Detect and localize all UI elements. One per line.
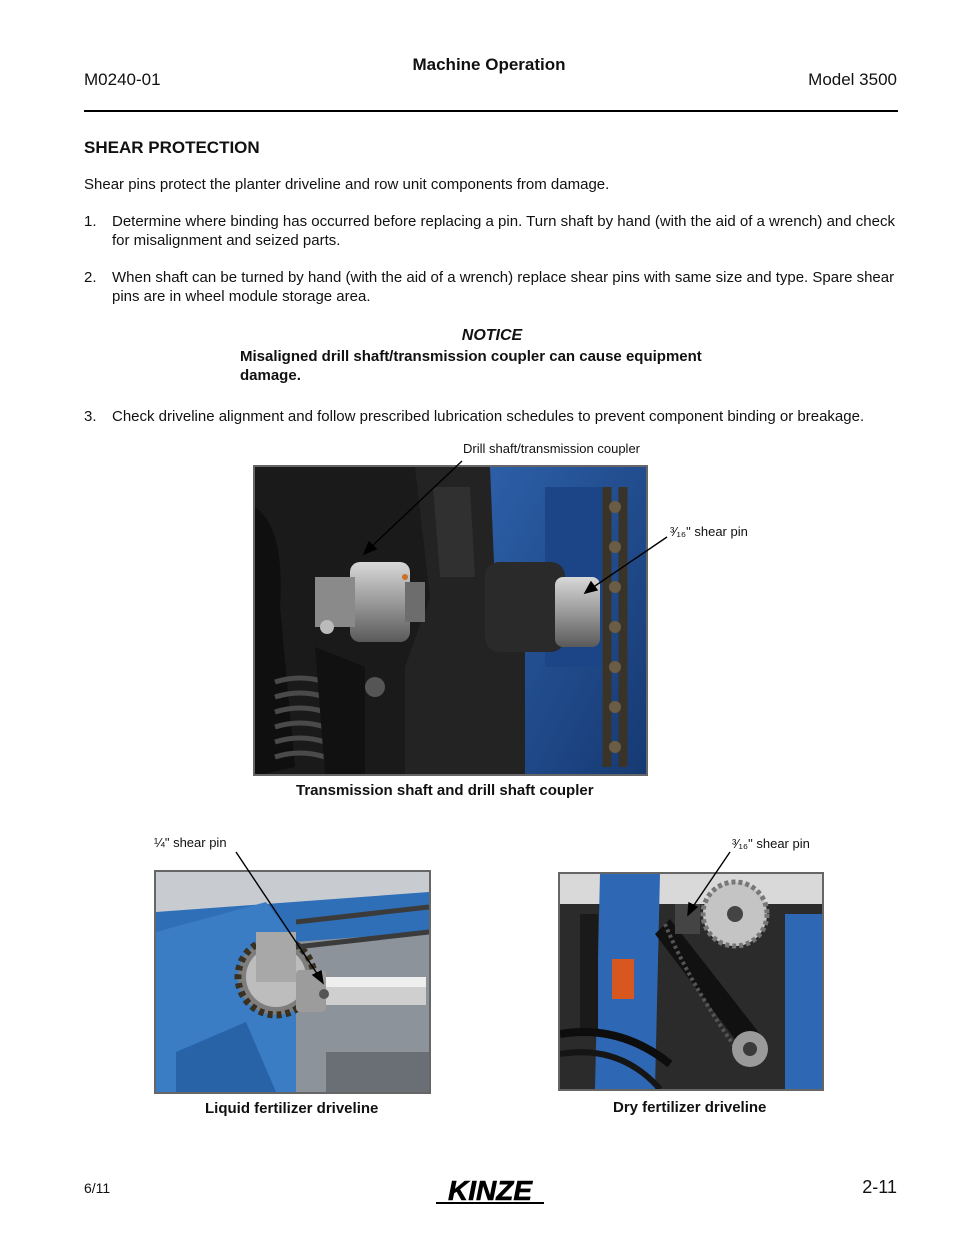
step-2 [84, 268, 898, 308]
callout-shear-pin-top: ³⁄₁₆" shear pin [670, 524, 748, 539]
step-number: 3. [84, 408, 97, 425]
caption-liquid-fertilizer: Liquid fertilizer driveline [205, 1100, 379, 1117]
logo-text: KINZE [448, 1175, 532, 1206]
notice-title: NOTICE [461, 327, 523, 344]
liquid-fertilizer-photo [154, 870, 431, 1094]
step-3 [84, 407, 898, 427]
header-rule [84, 110, 898, 112]
transmission-coupler-photo [253, 465, 648, 776]
step-number: 2. [84, 269, 97, 286]
page-number: 2-11 [862, 1177, 897, 1197]
notice-text: Misaligned drill shaft/transmission coupler can cause equipment damage. [240, 348, 702, 384]
callout-shear-pin-dry: ³⁄₁₆" shear pin [732, 836, 810, 851]
step-text: Determine where binding has occurred before replacing a pin. Turn shaft by hand (with the aid of a wrench) and check for misalignment and seized parts. [112, 213, 895, 249]
model-name: Model 3500 [808, 70, 897, 89]
kinze-logo [430, 1172, 550, 1213]
document-number: M0240-01 [84, 70, 161, 89]
callout-quarter-shear-pin: ¼" shear pin [154, 835, 227, 850]
step-1 [84, 212, 898, 252]
caption-dry-fertilizer: Dry fertilizer driveline [613, 1099, 767, 1116]
step-number: 1. [84, 213, 97, 230]
callout-coupler: Drill shaft/transmission coupler [463, 441, 641, 456]
section-heading: Machine Operation [412, 55, 566, 74]
intro-paragraph: Shear pins protect the planter driveline and row unit components from damage. [84, 176, 610, 193]
step-text: When shaft can be turned by hand (with the aid of a wrench) replace shear pins with same size and type. Spare shear pins are in wheel module storage area. [112, 269, 895, 305]
section-title: SHEAR PROTECTION [84, 138, 260, 157]
step-text: Check driveline alignment and follow prescribed lubrication schedules to prevent component binding or breakage. [112, 408, 865, 425]
caption-transmission-coupler: Transmission shaft and drill shaft coupler [296, 782, 594, 799]
revision-date: 6/11 [84, 1180, 111, 1196]
dry-fertilizer-photo [558, 872, 824, 1091]
